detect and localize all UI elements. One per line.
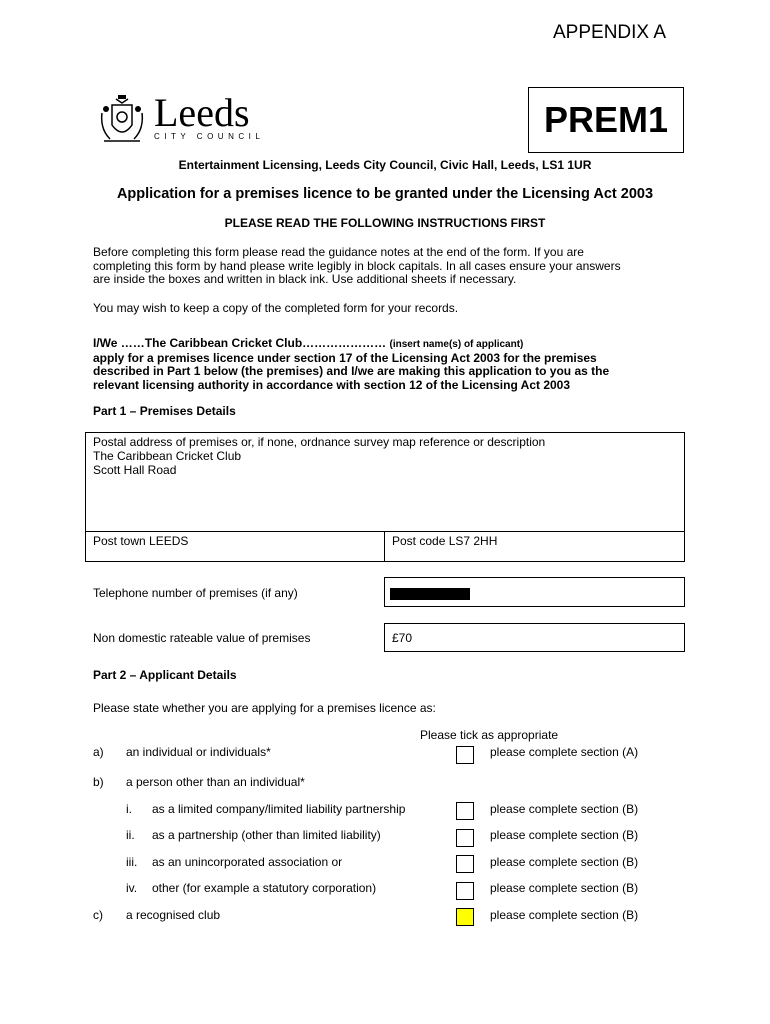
instructions-line: Before completing this form please read the guidance notes at the end of the form. If you are [93,245,584,259]
post-town-field[interactable]: Post town LEEDS [93,534,189,548]
tick-box-unincorporated-association[interactable] [456,855,474,873]
logo-wordmark: Leeds [154,90,250,135]
option-section-note: please complete section (B) [490,855,639,869]
divider [384,531,385,561]
form-title: Application for a premises licence to be granted under the Licensing Act 2003 [116,186,654,202]
declaration-applicant-line [93,337,683,352]
option-text: as a limited company/limited liability partnership [152,802,406,816]
tick-box-partnership[interactable] [456,829,474,847]
rateable-value: £70 [392,631,413,645]
post-code-field[interactable]: Post code LS7 2HH [392,534,498,548]
form-code: PREM1 [543,99,669,140]
option-text: an individual or individuals* [126,745,271,759]
part2-intro: Please state whether you are applying for a premises licence as: [93,701,436,715]
applicant-name-line: I/We ……The Caribbean Cricket Club………………… [93,336,390,350]
option-marker: iv. [126,881,138,895]
premises-address-content [93,435,545,477]
option-section-note: please complete section (B) [490,881,639,895]
option-section-note: please complete section (B) [490,908,639,922]
premises-address-box [85,432,685,562]
instructions-line: are inside the boxes and written in black ink. Use additional sheets if necessary. [93,272,517,286]
rateable-value-label: Non domestic rateable value of premises [93,631,311,645]
address-line[interactable]: Scott Hall Road [93,463,177,477]
tick-box-other[interactable] [456,882,474,900]
tick-header: Please tick as appropriate [420,728,559,742]
declaration [93,337,683,392]
option-text: as a partnership (other than limited liability) [152,828,381,842]
option-marker: ii. [126,828,135,842]
instructions-paragraph [93,246,683,287]
instructions-line: completing this form by hand please write legibly in block capitals. In all cases ensure your answers [93,258,621,273]
option-text: a person other than an individual* [126,775,305,789]
copy-note: You may wish to keep a copy of the completed form for your records. [93,301,459,315]
address-label: Postal address of premises or, if none, ordnance survey map reference or description [93,435,546,449]
insert-name-note: (insert name(s) of applicant) [389,339,524,350]
redacted-phone-number [390,588,470,600]
option-marker: c) [93,908,103,922]
appendix-label: APPENDIX A [553,22,666,43]
declaration-line: described in Part 1 below (the premises) and I/we are making this application to you as the [93,364,610,378]
tick-box-individual[interactable] [456,746,474,764]
option-marker: a) [93,745,104,759]
tick-box-limited-company[interactable] [456,802,474,820]
declaration-line: relevant licensing authority in accordance with section 12 of the Licensing Act 2003 [93,377,571,392]
part2-heading: Part 2 – Applicant Details [93,668,237,682]
telephone-label: Telephone number of premises (if any) [93,586,298,600]
declaration-line: apply for a premises licence under section 17 of the Licensing Act 2003 for the premises [93,350,597,365]
part1-heading: Part 1 – Premises Details [93,404,236,418]
council-address: Entertainment Licensing, Leeds City Council, Civic Hall, Leeds, LS1 1UR [178,158,592,172]
logo-subtitle: CITY COUNCIL [154,132,265,141]
option-marker: b) [93,775,104,789]
option-text: other (for example a statutory corporation) [152,881,377,895]
option-text: as an unincorporated association or [152,855,343,869]
rateable-value-field[interactable] [384,623,685,652]
coat-of-arms-icon [96,95,148,147]
option-section-note: please complete section (B) [490,828,639,842]
option-marker: iii. [126,855,138,869]
tick-box-recognised-club[interactable] [456,908,474,926]
option-text: a recognised club [126,908,221,922]
option-section-note: please complete section (A) [490,745,639,759]
option-marker: i. [126,802,132,816]
leeds-city-council-logo [96,90,271,147]
address-line[interactable]: The Caribbean Cricket Club [93,449,242,463]
form-code-box [528,87,684,153]
option-section-note: please complete section (B) [490,802,639,816]
instructions-heading: PLEASE READ THE FOLLOWING INSTRUCTIONS FIRST [224,216,546,230]
divider [86,531,684,532]
telephone-field[interactable] [384,577,685,607]
